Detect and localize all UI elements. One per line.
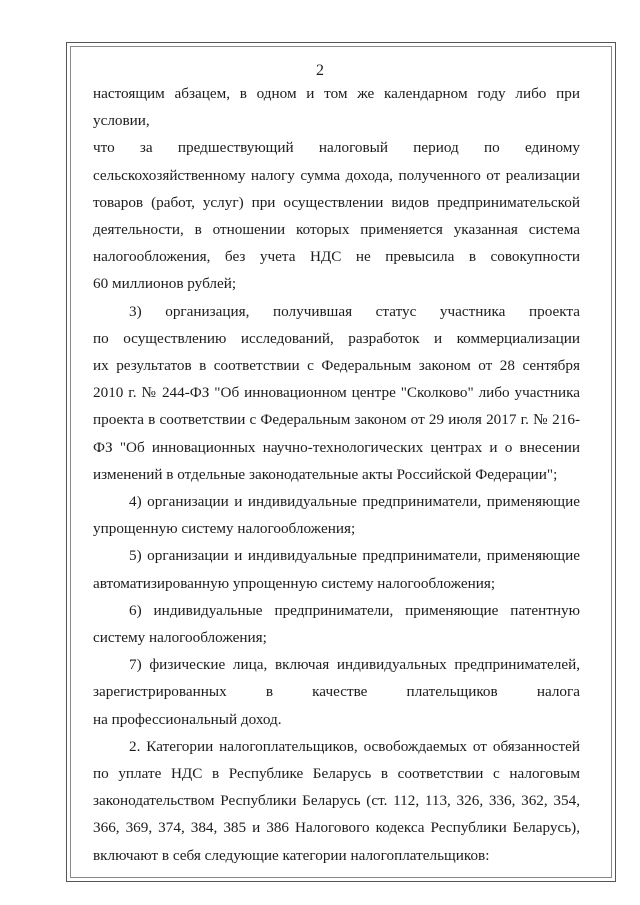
text-line: 4) организации и индивидуальные предприниматели, применяющие xyxy=(129,493,580,511)
paragraph-item-5 xyxy=(93,542,580,596)
text-line: их результатов в соответствии с Федеральным законом от 28 сентября xyxy=(93,357,580,375)
text-line: деятельности, в отношении которых применяется указанная система xyxy=(93,221,580,239)
text-line: ФЗ "Об инновационных научно-технологических центрах и о внесении xyxy=(93,438,580,456)
text-line: законодательством Республики Беларусь (ст. 112, 113, 326, 336, 362, 354, xyxy=(93,792,580,810)
text-line: зарегистрированных в качестве плательщиков налога xyxy=(93,683,580,701)
text-line: 3) организация, получившая статус участника проекта xyxy=(129,302,580,320)
text-line: сельскохозяйственному налогу сумма дохода, полученного от реализации xyxy=(93,166,580,184)
text-line: 60 миллионов рублей; xyxy=(93,275,237,293)
text-line: налогообложения, без учета НДС не превысила в совокупности xyxy=(93,248,580,266)
text-line: 366, 369, 374, 384, 385 и 386 Налогового кодекса Республики Беларусь), xyxy=(93,819,580,837)
paragraph-item-4 xyxy=(93,488,580,542)
paragraph-section-2 xyxy=(93,733,580,869)
text-line: 6) индивидуальные предприниматели, применяющие патентную xyxy=(129,601,580,619)
text-line: на профессиональный доход. xyxy=(93,710,282,728)
text-line: 5) организации и индивидуальные предприниматели, применяющие xyxy=(129,547,580,565)
text-line: по уплате НДС в Республике Беларусь в соответствии с налоговым xyxy=(93,765,580,783)
text-line: изменений в отдельные законодательные акты Российской Федерации"; xyxy=(93,465,558,483)
text-line: по осуществлению исследований, разработок и коммерциализации xyxy=(93,329,580,347)
text-line: настоящим абзацем, в одном и том же календарном году либо при условии, xyxy=(93,85,580,130)
paragraph-income-condition xyxy=(93,80,580,298)
text-line: систему налогообложения; xyxy=(93,629,267,647)
paragraph-item-7 xyxy=(93,651,580,733)
text-line: автоматизированную упрощенную систему налогообложения; xyxy=(93,574,496,592)
paragraph-item-6 xyxy=(93,597,580,651)
text-line: товаров (работ, услуг) при осуществлении видов предпринимательской xyxy=(93,193,580,211)
text-line: включают в себя следующие категории налогоплательщиков: xyxy=(93,846,490,864)
text-line: 2. Категории налогоплательщиков, освобождаемых от обязанностей xyxy=(129,737,580,755)
document-body xyxy=(93,80,580,869)
text-line: 7) физические лица, включая индивидуальных предпринимателей, xyxy=(129,656,580,674)
text-line: проекта в соответствии с Федеральным законом от 29 июля 2017 г. № 216- xyxy=(93,411,580,429)
text-line: 2010 г. № 244-ФЗ "Об инновационном центре "Сколково" либо участника xyxy=(93,384,580,402)
page-number: 2 xyxy=(316,62,324,79)
paragraph-item-3 xyxy=(93,298,580,488)
text-line: что за предшествующий налоговый период по единому xyxy=(93,139,580,157)
text-line: упрощенную систему налогообложения; xyxy=(93,520,356,538)
